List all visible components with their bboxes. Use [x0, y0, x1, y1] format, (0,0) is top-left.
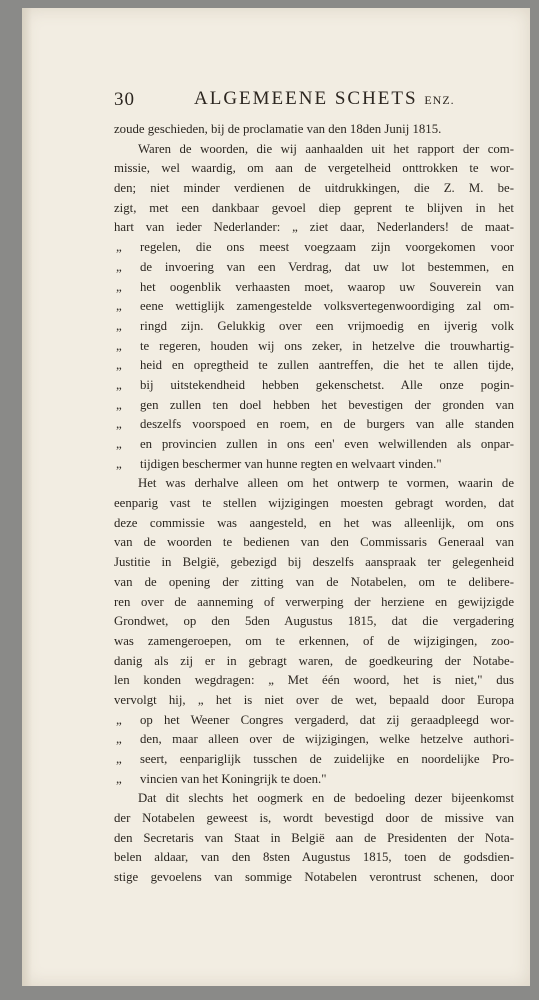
text-line: „ heid en opregtheid te zullen aantreffen, die het te allen tijde,: [114, 356, 514, 376]
text-line: „ en provincien zullen in ons een' even welwillenden als onpar-: [114, 435, 514, 455]
text-line: Het was derhalve alleen om het ontwerp te vormen, waarin de: [138, 476, 514, 491]
text-line: was zamengeroepen, om te erkennen, of de wijzigingen, zoo-: [114, 633, 514, 648]
text-line: Dat dit slechts het oogmerk en de bedoeling dezer bijeenkomst: [138, 791, 514, 806]
running-title: [194, 88, 455, 110]
text-line: zoude geschieden, bij de proclamatie van den 18den Junij 1815.: [114, 122, 442, 136]
text-line: van de woorden te bedienen van den Commissaris Generaal van: [114, 535, 514, 550]
text-line: „ deszelfs voorspoed en roem, en de burgers van alle standen: [114, 415, 514, 435]
page-binding-shadow: [22, 8, 32, 986]
text-line: stige gevoelens van sommige Notabelen verontrust schenen, door: [114, 870, 514, 885]
text-line: zigt, met een dankbaar gevoel diep geprent te blijven in het: [114, 200, 514, 215]
text-line: „ gen zullen ten doel hebben het bevestigen der gronden van: [114, 396, 514, 416]
text-line: Waren de woorden, die wij aanhaalden uit het rapport der com-: [138, 141, 514, 156]
text-line: eenparig vast te stellen wijzigingen moesten gebragt worden, dat: [114, 496, 514, 511]
running-title-main: ALGEMEENE SCHETS: [194, 88, 418, 109]
text-line: der Notabelen geweest is, wordt bevestigd door de missive van: [114, 811, 514, 826]
text-line: „ op het Weener Congres vergaderd, dat zij geraadpleegd wor-: [114, 711, 514, 731]
text-line: den; niet minder verdienen de uitdrukkingen, die Z. M. be-: [114, 181, 514, 196]
text-line: den Secretaris van Staat in België aan de Presidenten der Nota-: [114, 830, 514, 845]
text-line: len konden wegdragen: „ Met één woord, het is niet," dus: [114, 673, 514, 688]
text-line: ren over de aanneming of verwerping der herziene en gewijzigde: [114, 594, 514, 609]
text-line: „ seert, eenpariglijk tusschen de zuidelijke en noordelijke Pro-: [114, 750, 514, 770]
text-line: van de opening der zitting van de Notabelen, om te delibere-: [114, 574, 514, 589]
text-line: „ bij uitstekendheid hebben gekenschetst. Alle onze pogin-: [114, 376, 514, 396]
text-line: „ te regeren, houden wij ons zeker, in hetzelve die trouwhartig-: [114, 337, 514, 357]
text-line: vervolgt hij, „ het is niet over de wet, bepaald door Europa: [114, 692, 514, 707]
text-line: danig als zij er in gebragt waren, de goedkeuring der Notabe-: [114, 653, 514, 668]
text-line: „ eene wettiglijk zamengestelde volksvertegenwoordiging zal om-: [114, 297, 514, 317]
text-line: „ tijdigen beschermer van hunne regten en welvaart vinden.": [114, 455, 514, 475]
text-line: deze commissie was aangesteld, en het was alleenlijk, om ons: [114, 515, 514, 530]
text-line: Justitie in België, gebezigd bij deszelfs aanspraak ter gelegenheid: [114, 555, 514, 570]
text-line: „ regelen, die ons meest voegzaam zijn voorgekomen voor: [114, 238, 514, 258]
text-line: „ het oogenblik verhaasten moet, waarop uw Souverein van: [114, 278, 514, 298]
text-line: Grondwet, op den 5den Augustus 1815, dat die vergadering: [114, 614, 514, 629]
text-line: belen aldaar, van den 8sten Augustus 1815, toen de godsdien-: [114, 850, 514, 865]
book-page: [22, 8, 530, 986]
page-number: 30: [114, 89, 135, 110]
text-line: „ ringd zijn. Gelukkig over een vrijmoedig en ijverig volk: [114, 317, 514, 337]
running-title-abbrev: ENZ.: [424, 93, 455, 107]
text-line: „ de invoering van een Verdrag, dat uw lot bestemmen, en: [114, 258, 514, 278]
body-text: [114, 120, 514, 888]
running-header: [114, 88, 514, 112]
text-line: hart van ieder Nederlander: „ ziet daar, Nederlanders! de maat-: [114, 220, 514, 235]
text-line: missie, wel waardig, om aan de vergetelheid onttrokken te wor-: [114, 161, 514, 176]
text-line: „ vincien van het Koningrijk te doen.": [114, 770, 514, 790]
text-line: „ den, maar alleen over de wijzigingen, welke hetzelve authori-: [114, 730, 514, 750]
